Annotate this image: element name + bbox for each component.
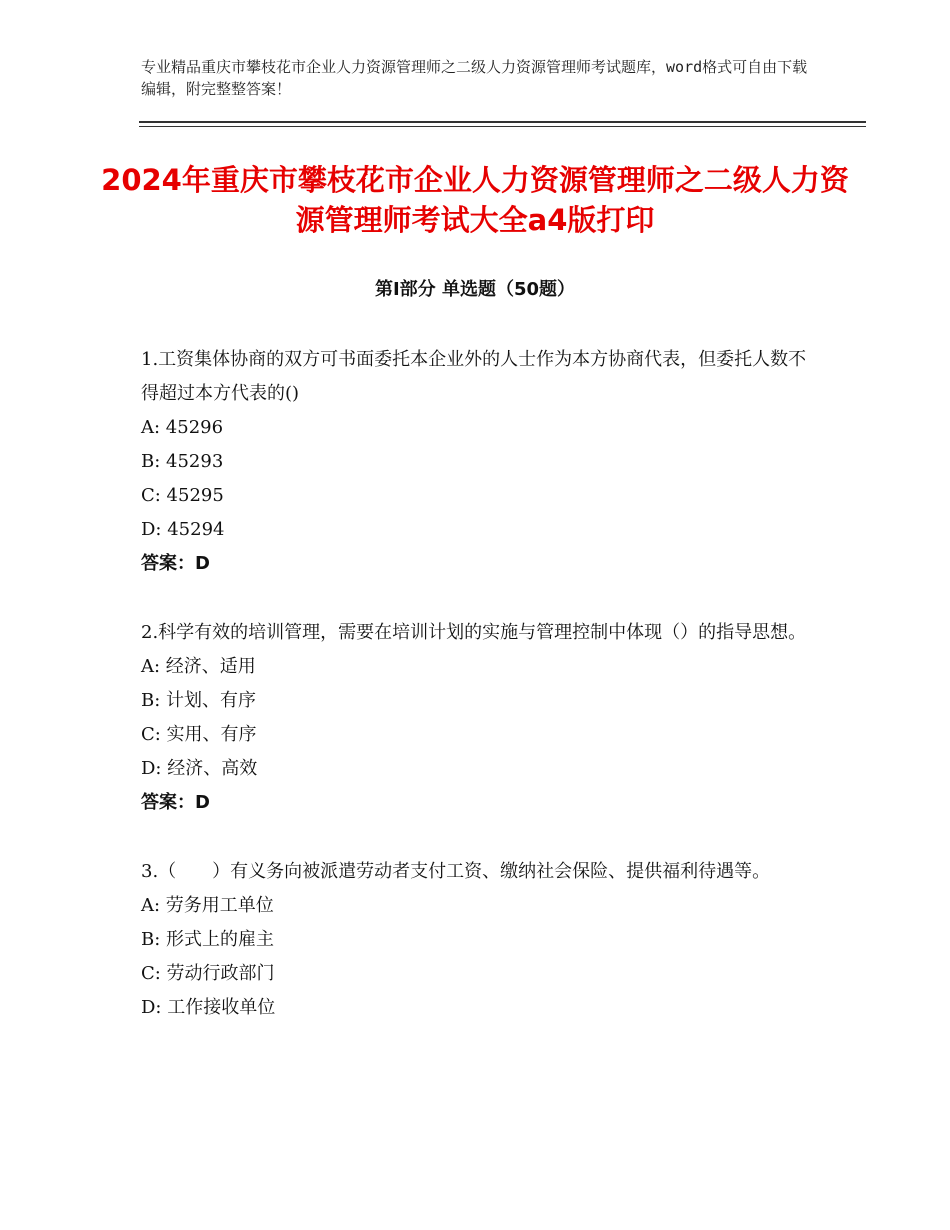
option-a: A: 经济、适用: [141, 656, 256, 677]
option-a: A: 劳务用工单位: [141, 895, 274, 916]
option-d: D: 工作接收单位: [141, 997, 276, 1018]
option-d: D: 经济、高效: [141, 758, 258, 779]
question-list: [141, 343, 821, 1060]
header-rule-thick: [139, 121, 866, 123]
header-rule-thin: [139, 126, 866, 127]
question-stem: 1.工资集体协商的双方可书面委托本企业外的人士作为本方协商代表，但委托人数不得超过本方代表的(): [141, 349, 807, 404]
option-a: A: 45296: [141, 417, 224, 438]
question-stem: 3.（ ）有义务向被派遣劳动者支付工资、缴纳社会保险、提供福利待遇等。: [141, 861, 771, 882]
question-3: [141, 855, 821, 1025]
question-1: [141, 343, 821, 581]
option-c: C: 劳动行政部门: [141, 963, 275, 984]
header-note: 专业精品重庆市攀枝花市企业人力资源管理师之二级人力资源管理师考试题库，word格式可自由下载编辑，附完整整答案！: [141, 58, 808, 98]
option-b: B: 计划、有序: [141, 690, 257, 711]
section-title: 第Ⅰ部分 单选题（50题）: [374, 279, 575, 300]
option-b: B: 45293: [141, 451, 224, 472]
option-c: C: 45295: [141, 485, 224, 506]
question-2: [141, 616, 821, 820]
option-d: D: 45294: [141, 519, 225, 540]
document-title: 2024年重庆市攀枝花市企业人力资源管理师之二级人力资源管理师考试大全a4版打印: [101, 163, 849, 237]
question-stem: 2.科学有效的培训管理，需要在培训计划的实施与管理控制中体现（）的指导思想。: [141, 622, 807, 643]
option-b: B: 形式上的雇主: [141, 929, 275, 950]
option-c: C: 实用、有序: [141, 724, 257, 745]
answer: 答案：D: [141, 553, 210, 574]
answer: 答案：D: [141, 792, 210, 813]
